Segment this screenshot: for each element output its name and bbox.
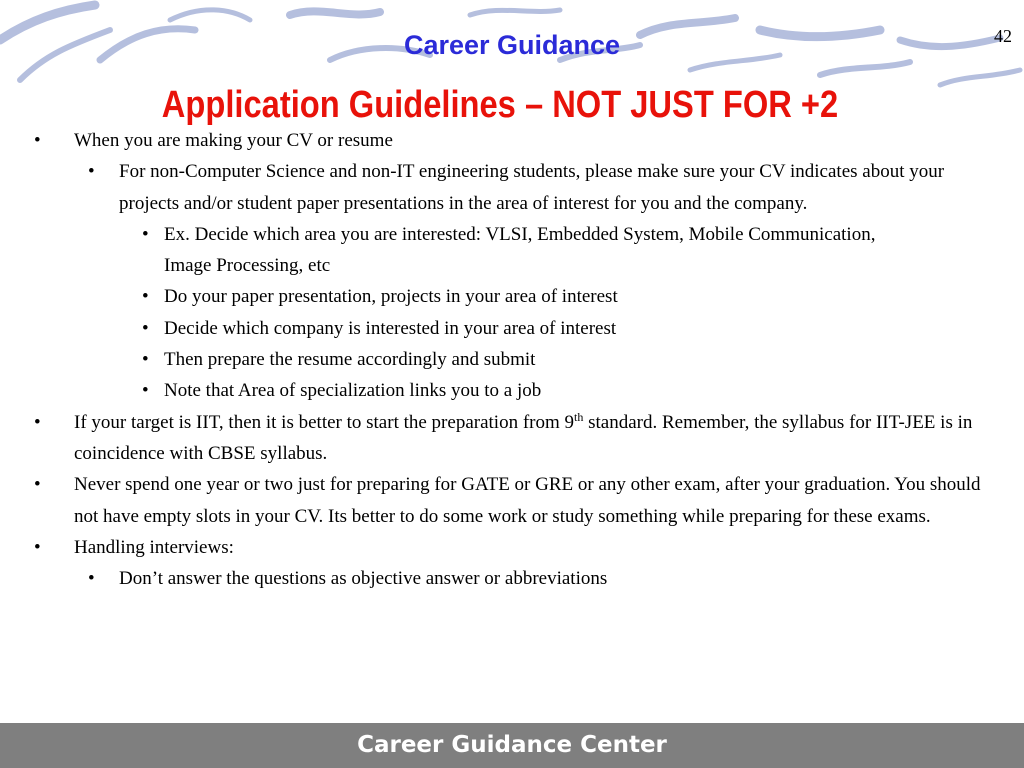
- bullet-marker: •: [88, 161, 95, 183]
- bullet-marker: •: [34, 536, 41, 558]
- bullet-item: [0, 156, 1024, 219]
- bullet-marker: •: [88, 568, 95, 590]
- bullet-text: Note that Area of specialization links you to a job: [164, 380, 542, 402]
- bullet-text: Ex. Decide which area you are interested: VLSI, Embedded System, Mobile Communication, Image Processing, etc: [164, 223, 876, 277]
- bullet-item: [0, 532, 1024, 563]
- bullet-item: [0, 407, 1024, 470]
- bullet-marker: •: [142, 223, 149, 245]
- bullet-text: Don’t answer the questions as objective answer or abbreviations: [119, 568, 608, 590]
- section-title: Career Guidance: [403, 30, 621, 60]
- bullet-item: [0, 563, 1024, 594]
- bullet-marker: •: [142, 380, 149, 402]
- bullet-text: Never spend one year or two just for preparing for GATE or GRE or any other exam, after your graduation. You should not have empty slots in your CV. Its better to do some work or study something while preparing for these exams.: [74, 474, 981, 527]
- bullet-marker: •: [142, 286, 149, 308]
- bullet-marker: •: [142, 349, 149, 371]
- bullet-text: Handling interviews:: [74, 536, 234, 558]
- bullet-text: Then prepare the resume accordingly and submit: [164, 349, 536, 371]
- footer-text: Career Guidance Center: [357, 732, 667, 758]
- bullet-item: [0, 313, 1024, 344]
- footer-bar: [0, 723, 1024, 768]
- bullet-item: [0, 219, 1024, 282]
- bullet-item: [0, 375, 1024, 406]
- bullet-list: [0, 125, 1024, 594]
- bullet-text: For non-Computer Science and non-IT engineering students, please make sure your CV indicates about your projects and/or student paper presentations in the area of interest for you and the company.: [119, 161, 945, 214]
- bullet-item: [0, 469, 1024, 532]
- bullet-text: [74, 409, 973, 464]
- bullet-text: Decide which company is interested in your area of interest: [164, 317, 617, 339]
- bullet-marker: •: [142, 317, 149, 339]
- bullet-item: [0, 344, 1024, 375]
- bullet-text: When you are making your CV or resume: [74, 130, 393, 151]
- bullet-text: Do your paper presentation, projects in your area of interest: [164, 286, 618, 308]
- page-number: 42: [994, 26, 1012, 46]
- bullet-marker: •: [34, 411, 41, 433]
- bullet-text-part: If your target is IIT, then it is better to start the preparation from 9: [74, 411, 575, 433]
- bullet-text-part: standard. Remember, the syllabus for IIT-JEE is in coincidence with CBSE syllabus.: [74, 411, 973, 464]
- slide-title: Application Guidelines – NOT JUST FOR +2: [161, 84, 839, 126]
- bullet-marker: •: [34, 474, 41, 496]
- bullet-item: [0, 125, 1024, 156]
- superscript: th: [574, 409, 584, 424]
- bullet-item: [0, 281, 1024, 312]
- bullet-marker: •: [34, 130, 41, 151]
